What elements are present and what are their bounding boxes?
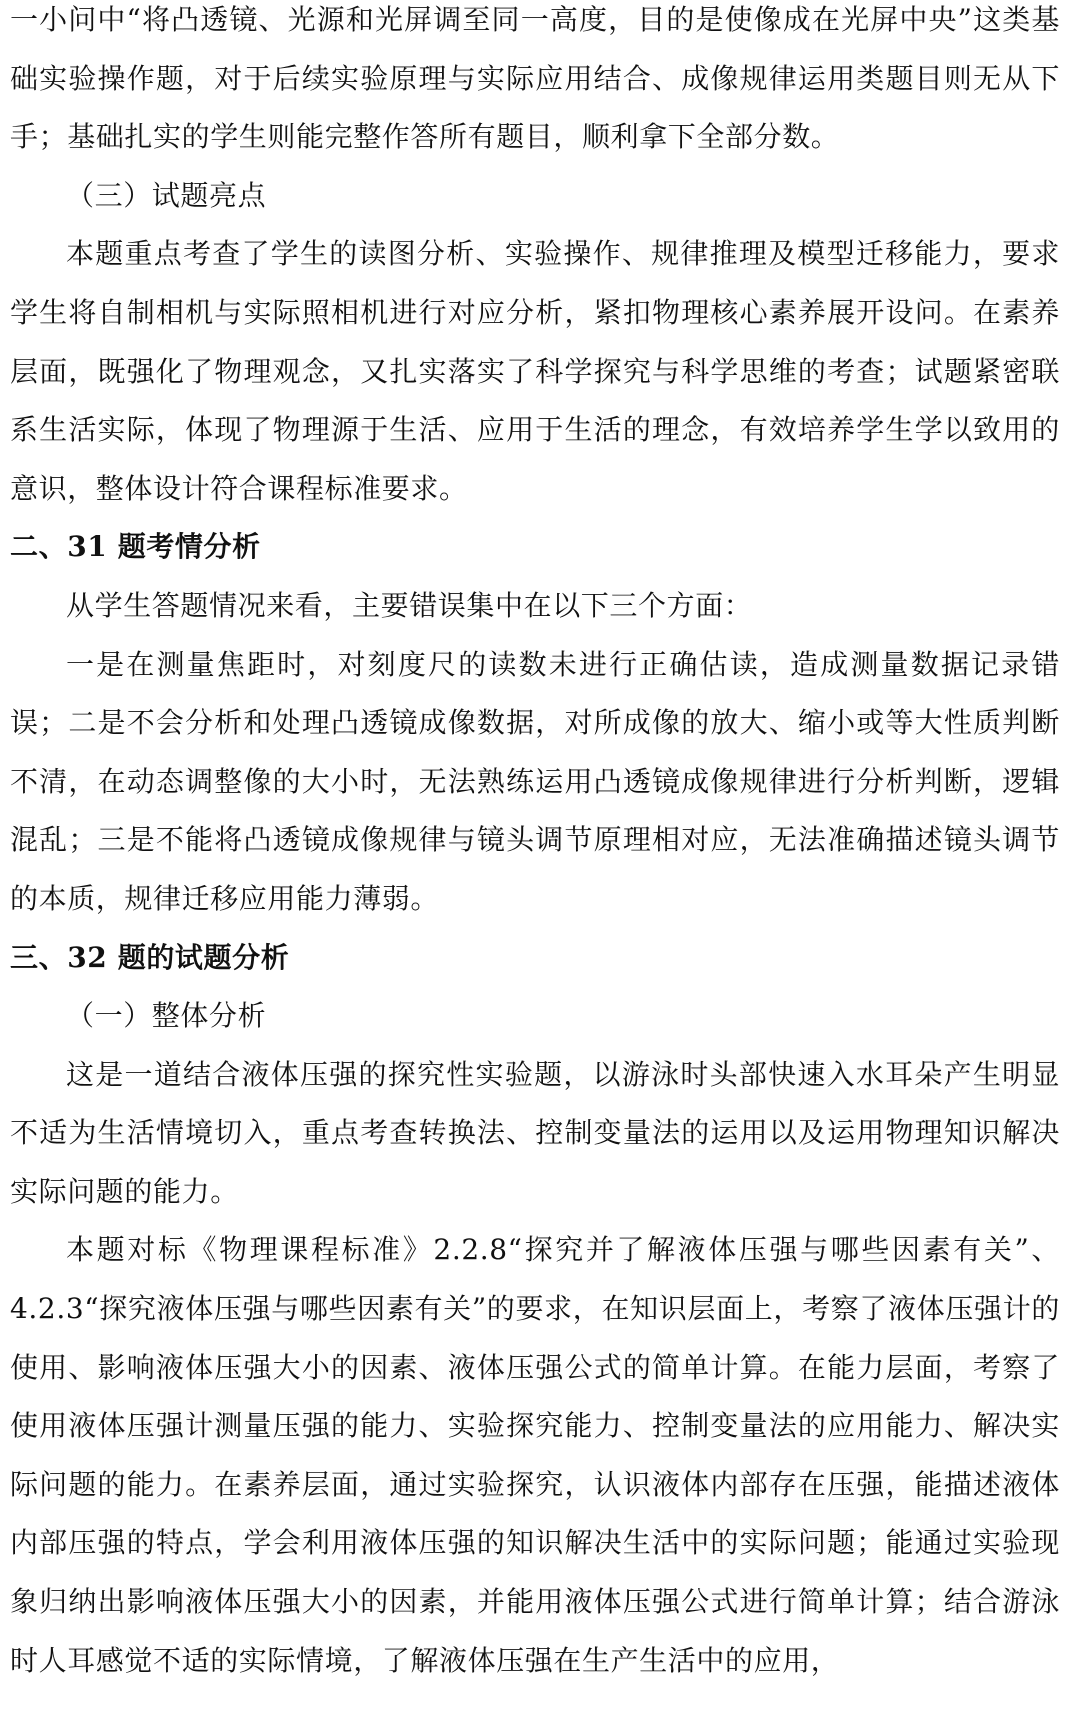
q31-errors-paragraph: 一是在测量焦距时，对刻度尺的读数未进行正确估读，造成测量数据记录错误；二是不会分析和处理凸透镜成像数据，对所成像的放大、缩小或等大性质判断不清，在动态调整像的大小时，无法熟练运用凸透镜成像规律进行分析判断，逻辑混乱；三是不能将凸透镜成像规律与镜头调节原理相对应，无法准确描述镜头调节的本质，规律迁移应用能力薄弱。 (10, 647, 1060, 915)
highlights-paragraph: 本题重点考查了学生的读图分析、实验操作、规律推理及模型迁移能力，要求学生将自制相机与实际照相机进行对应分析，紧扣物理核心素养展开设问。在素养层面，既强化了物理观念，又扎实落实了科学探究与科学思维的考查；试题紧密联系生活实际，体现了物理源于生活、应用于生活的理念，有效培养学生学以致用的意识，整体设计符合课程标准要求。 (10, 237, 1060, 505)
section-heading-32: 三、32 题的试题分析 (10, 940, 290, 974)
q31-intro-paragraph: 从学生答题情况来看，主要错误集中在以下三个方面： (66, 588, 753, 622)
section-heading-highlights: （三）试题亮点 (66, 178, 267, 212)
section-heading-31: 二、31 题考情分析 (10, 530, 261, 564)
q32-standard-paragraph: 本题对标《物理课程标准》2.2.8“探究并了解液体压强与哪些因素有关”、4.2.3“探究液体压强与哪些因素有关”的要求，在知识层面上，考察了液体压强计的使用、影响液体压强大小的因素、液体压强公式的简单计算。在能力层面，考察了使用液体压强计测量压强的能力、实验探究能力、控制变量法的应用能力、解决实际问题的能力。在素养层面，通过实验探究，认识液体内部存在压强，能描述液体内部压强的特点，学会利用液体压强的知识解决生活中的实际问题；能通过实验现象归纳出影响液体压强大小的因素，并能用液体压强公式进行简单计算；结合游泳时人耳感觉不适的实际情境，了解液体压强在生产生活中的应用， (10, 1233, 1060, 1677)
section-heading-overall: （一）整体分析 (66, 999, 267, 1033)
q32-overall-paragraph: 这是一道结合液体压强的探究性实验题，以游泳时头部快速入水耳朵产生明显不适为生活情境切入，重点考查转换法、控制变量法的运用以及运用物理知识解决实际问题的能力。 (10, 1057, 1060, 1208)
continued-paragraph: 一小问中“将凸透镜、光源和光屏调至同一高度，目的是使像成在光屏中央”这类基础实验操作题，对于后续实验原理与实际应用结合、成像规律运用类题目则无从下手；基础扎实的学生则能完整作答所有题目，顺利拿下全部分数。 (10, 3, 1060, 154)
